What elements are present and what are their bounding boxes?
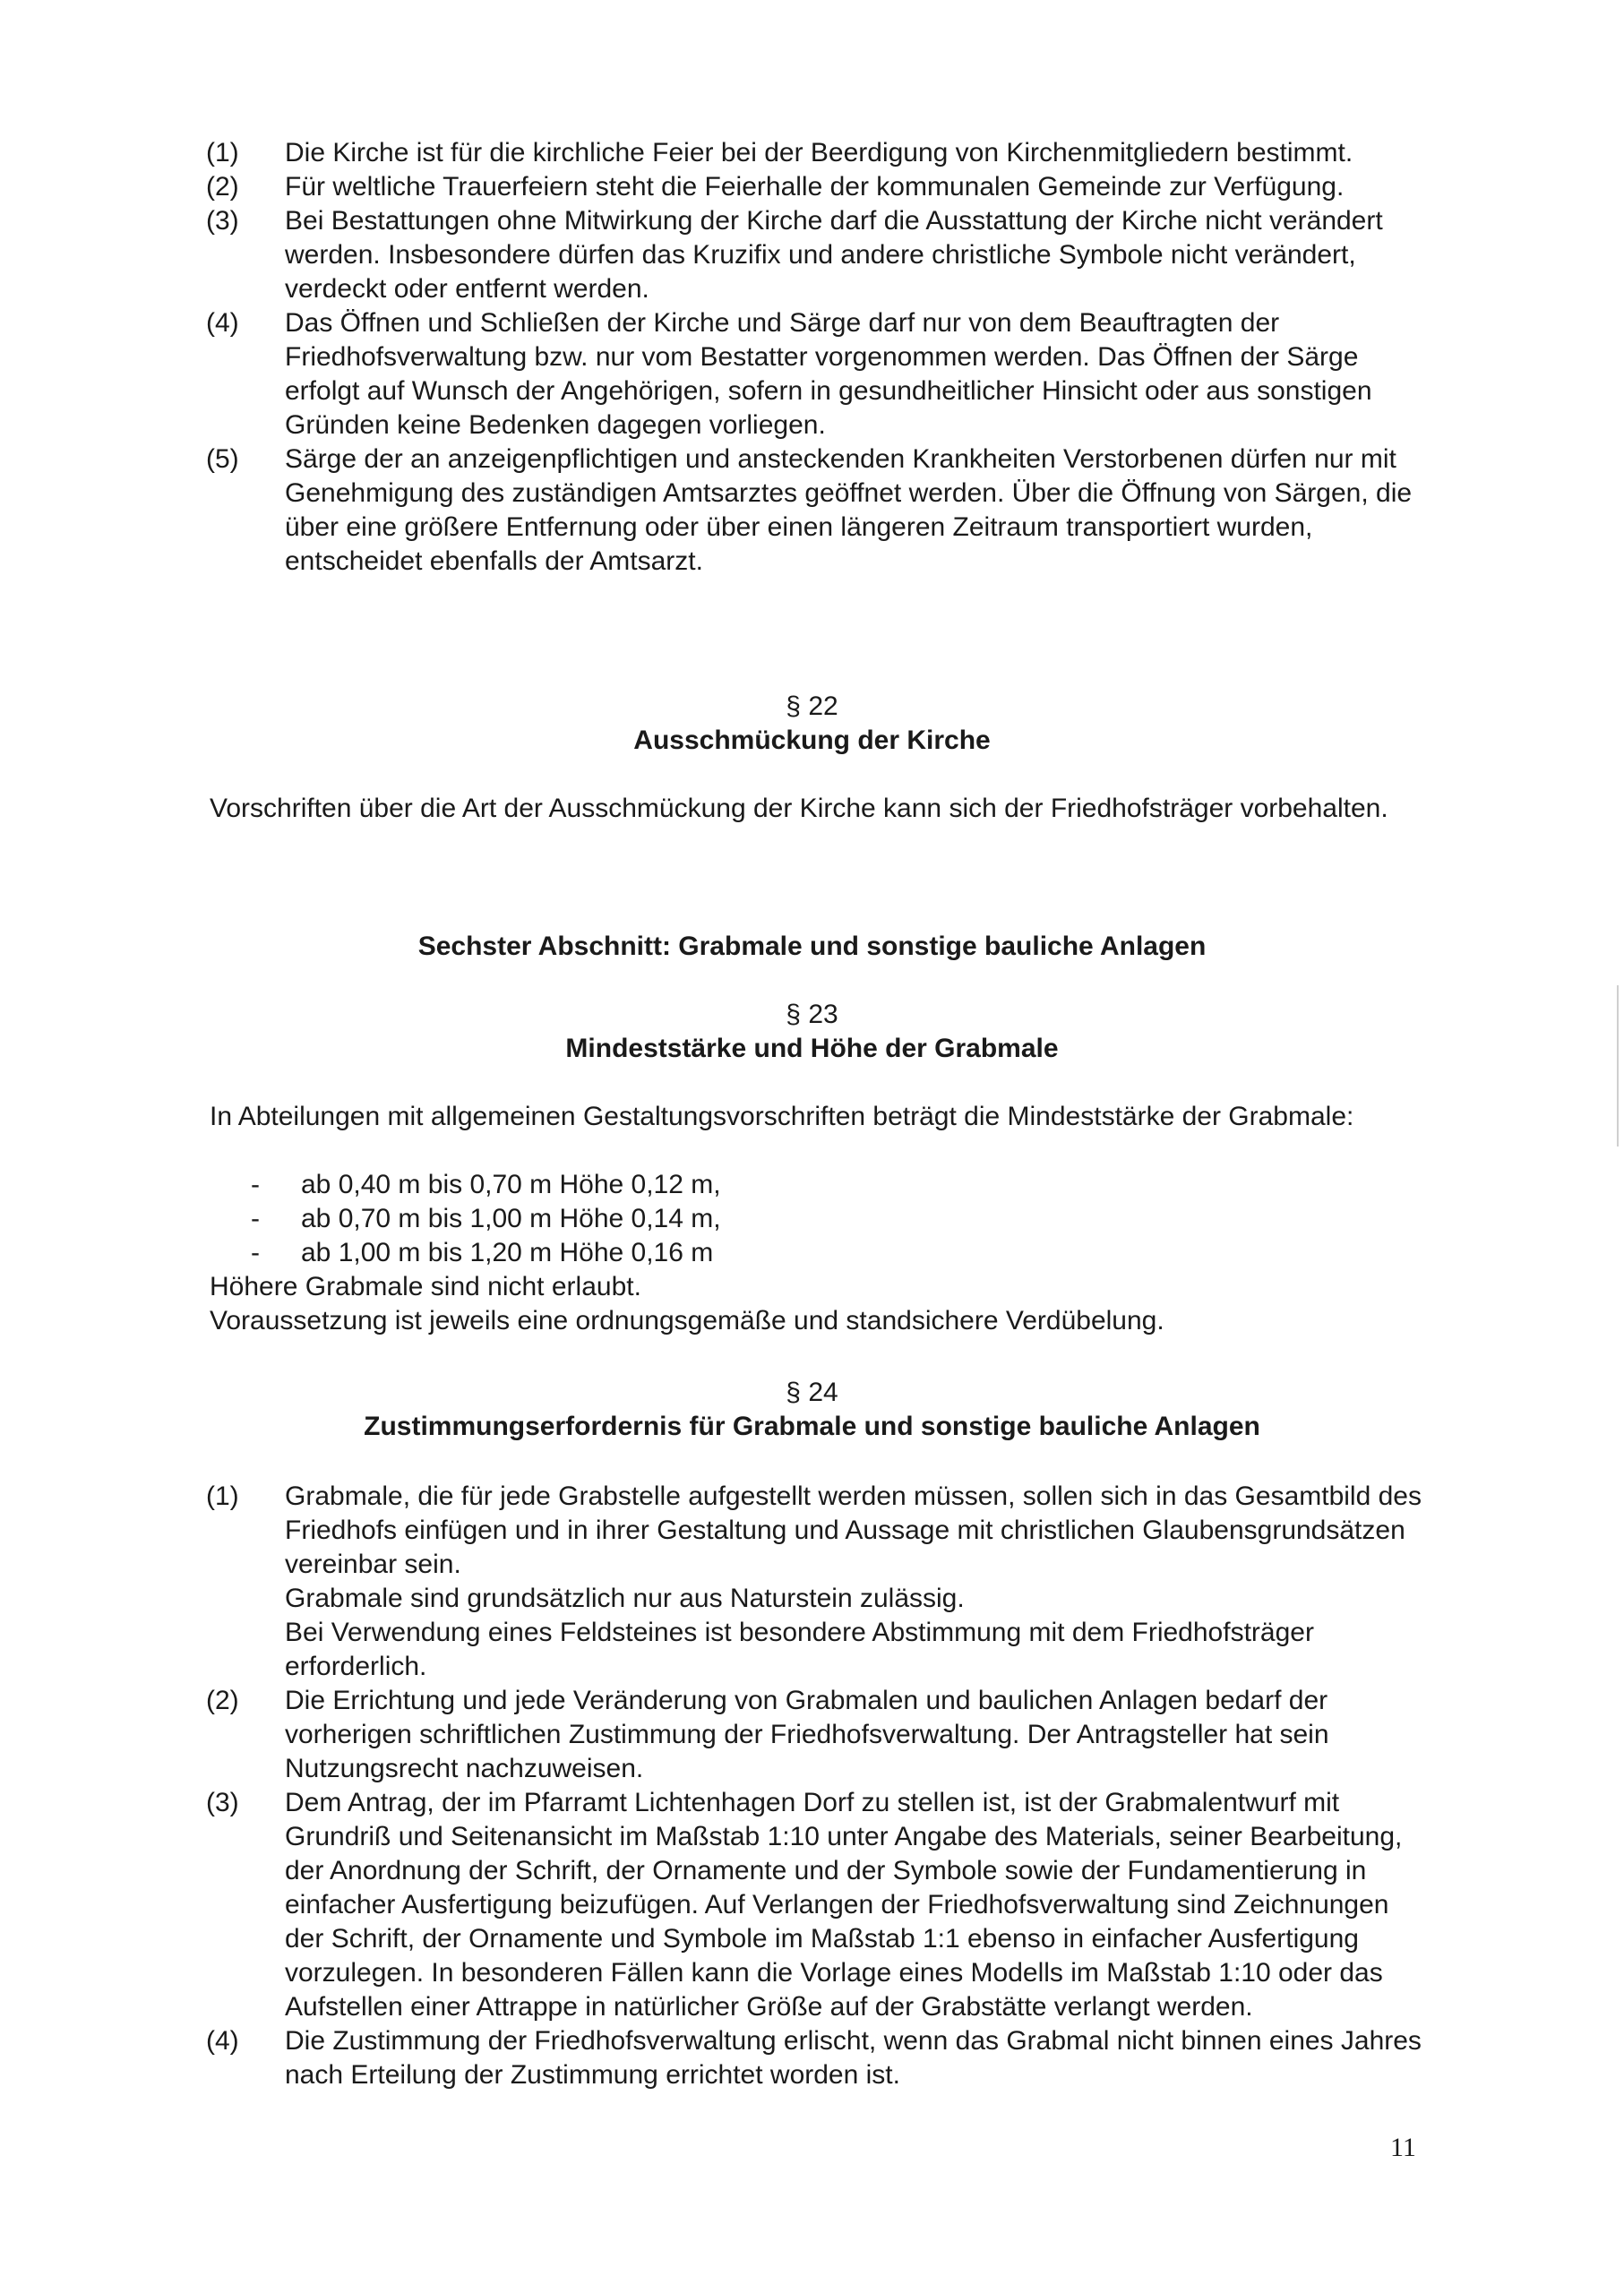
list-item [206,1786,1424,2024]
item-text: ab 1,00 m bis 1,20 m Höhe 0,16 m [301,1238,714,1267]
item-text: ab 0,40 m bis 0,70 m Höhe 0,12 m, [301,1170,721,1199]
item-number: (2) [206,1686,239,1715]
item-text: Die Kirche ist für die kirchliche Feier bei der Beerdigung von Kirchenmitgliedern bestimmt. [285,138,1353,167]
item-text: Särge der an anzeigenpflichtigen und ansteckenden Krankheiten Verstorbenen dürfen nur mit Genehmigung des zuständigen Amtsarztes geöffnet werden. Über die Öffnung von Särgen, die über eine größere Entfernung oder über einen längeren Zeitraum transportiert wurden, entscheidet ebenfalls der Amtsarzt. [285,444,1413,576]
item-text: ab 0,70 m bis 1,00 m Höhe 0,14 m, [301,1204,721,1233]
item-number: (3) [206,1788,239,1817]
item-number: (4) [206,2026,239,2056]
item-text: Die Zustimmung der Friedhofsverwaltung erlischt, wenn das Grabmal nicht binnen eines Jahres nach Erteilung der Zustimmung errichtet worden ist. [285,2026,1422,2090]
item-number: (4) [206,308,239,338]
section-24-number: § 24 [786,1378,838,1407]
item-number: (3) [206,206,239,236]
list-item [251,1202,721,1236]
section-23-line2: Voraussetzung ist jeweils eine ordnungsgemäße und standsichere Verdübelung. [210,1306,1164,1335]
section-23-intro: In Abteilungen mit allgemeinen Gestaltungsvorschriften beträgt die Mindeststärke der Grabmale: [210,1102,1354,1131]
item-text-extra: Grabmale sind grundsätzlich nur aus Naturstein zulässig. [285,1584,965,1613]
list-item [251,1168,721,1202]
chapter-heading: Sechster Abschnitt: Grabmale und sonstige bauliche Anlagen [417,932,1207,961]
section-23-line1: Höhere Grabmale sind nicht erlaubt. [210,1272,641,1301]
section-22-title: Ausschmückung der Kirche [633,726,991,755]
dash-mark: - [251,1170,260,1199]
item-number: (1) [206,1481,239,1511]
list-item [206,306,1424,442]
section-24-title: Zustimmungserfordernis für Grabmale und sonstige bauliche Anlagen [364,1412,1260,1441]
section-23-title: Mindeststärke und Höhe der Grabmale [565,1034,1059,1063]
list-item [206,1684,1424,1786]
list-item [206,204,1424,306]
list-item [251,1236,721,1270]
dash-mark: - [251,1204,260,1233]
item-number: (5) [206,444,239,474]
item-text: Grabmale, die für jede Grabstelle aufgestellt werden müssen, sollen sich in das Gesamtbild des Friedhofs einfügen und in ihrer Gestaltung und Aussage mit christlichen Glaubensgrundsätzen vereinbar sein. [285,1481,1422,1579]
item-text: Dem Antrag, der im Pfarramt Lichtenhagen Dorf zu stellen ist, ist der Grabmalentwurf mit Grundriß und Seitenansicht im Maßstab 1:10 unter Angabe des Materials, seiner Bearbeitung, der Anordnung der Schrift, der Ornamente und der Symbole sowie der Fundamentierung in einfacher Ausfertigung beizufügen. Auf Verlangen der Friedhofsverwaltung sind Zeichnungen der Schrift, der Ornamente und Symbole im Maßstab 1:1 ebenso in einfacher Ausfertigung vorzulegen. In besonderen Fällen kann die Vorlage eines Modells im Maßstab 1:10 oder das Aufstellen einer Attrappe in natürlicher Größe auf der Grabstätte verlangt werden. [285,1788,1403,2022]
item-text: Für weltliche Trauerfeiern steht die Feierhalle der kommunalen Gemeinde zur Verfügung. [285,172,1345,202]
item-number: (1) [206,138,239,167]
section-23-number: § 23 [786,1000,838,1029]
section-22-number: § 22 [786,691,838,721]
item-number: (2) [206,172,239,202]
list-item [206,442,1424,579]
list-item [206,136,1424,170]
section-22-text: Vorschriften über die Art der Ausschmückung der Kirche kann sich der Friedhofsträger vorbehalten. [210,794,1388,823]
dash-mark: - [251,1238,260,1267]
section-21-list [206,136,1424,579]
item-text-extra: Bei Verwendung eines Feldsteines ist besondere Abstimmung mit dem Friedhofsträger erforderlich. [285,1618,1314,1681]
item-text: Bei Bestattungen ohne Mitwirkung der Kirche darf die Ausstattung der Kirche nicht verändert werden. Insbesondere dürfen das Kruzifix und andere christliche Symbole nicht verändert, verdeckt oder entfernt werden. [285,206,1383,304]
item-text: Das Öffnen und Schließen der Kirche und Särge darf nur von dem Beauftragten der Friedhofsverwaltung bzw. nur vom Bestatter vorgenommen werden. Das Öffnen der Särge erfolgt auf Wunsch der Angehörigen, sofern in gesundheitlicher Hinsicht oder aus sonstigen Gründen keine Bedenken dagegen vorliegen. [285,308,1372,440]
dash-list [251,1168,721,1270]
item-text: Die Errichtung und jede Veränderung von Grabmalen und baulichen Anlagen bedarf der vorherigen schriftlichen Zustimmung der Friedhofsverwaltung. Der Antragsteller hat sein Nutzungsrecht nachzuweisen. [285,1686,1329,1783]
list-item [206,170,1424,204]
section-24-list [206,1480,1424,2092]
list-item [206,1480,1424,1684]
page-number: 11 [1390,2133,1416,2162]
list-item [206,2024,1424,2092]
scan-artifact [1617,985,1619,1146]
